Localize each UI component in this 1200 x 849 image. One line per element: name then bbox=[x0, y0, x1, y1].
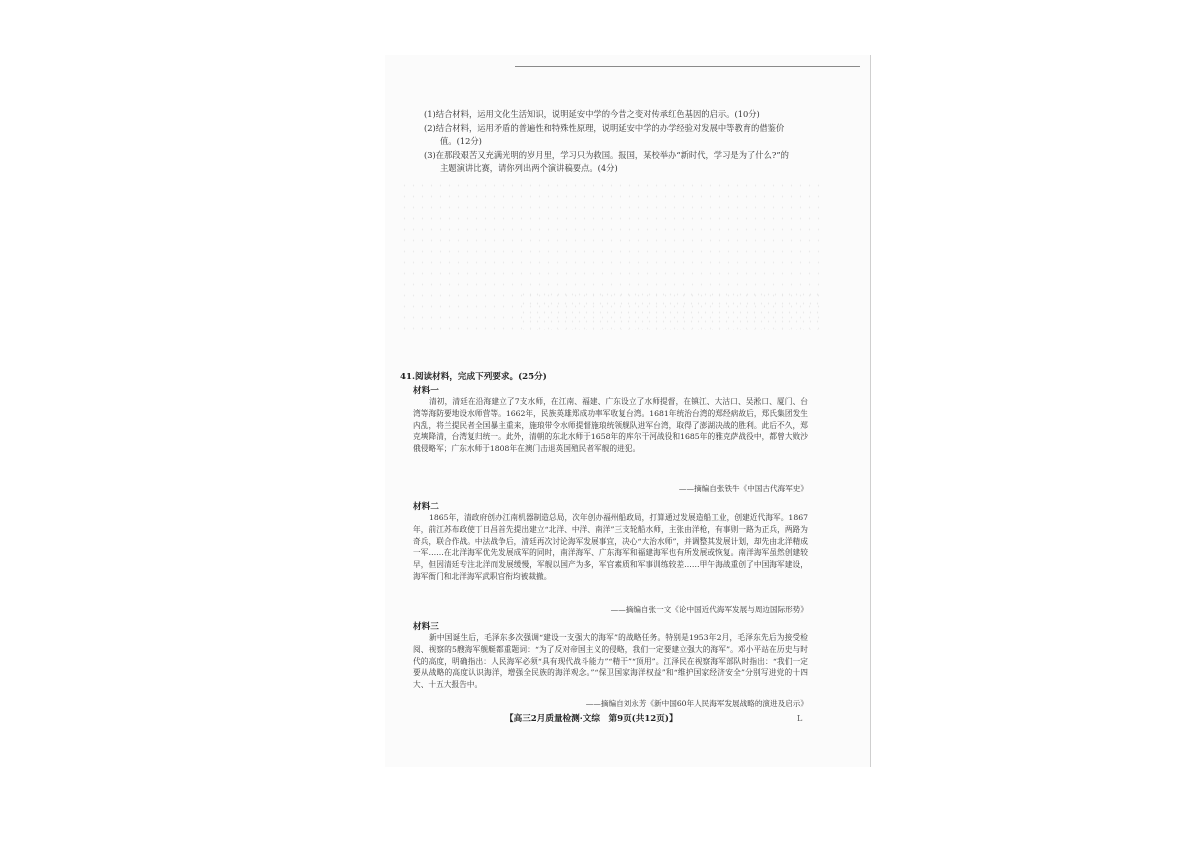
question-2-cont: 值。(12分) bbox=[440, 136, 482, 146]
question-3-cont: 主题演讲比赛，请你列出两个演讲稿要点。(4分) bbox=[440, 163, 618, 173]
question-block bbox=[424, 108, 814, 176]
page-footer: 【高三2月质量检测·文综 第9页(共12页)】 bbox=[505, 714, 678, 724]
material-1-text: 清初，清廷在沿海建立了7支水师，在江南、福建、广东设立了水师提督，在镇江、大沽口、吴淞口、厦门、台湾等海防要地设水师营等。1662年，民族英雄郑成功率军收复台湾。1681年统治台湾的郑经病故后，郑氏集团发生内乱，将兰提民者全国暴主重来，施琅带令水师提督施琅统领舰队进军台湾，取得了澎湖决战的胜利。此后不久，郑克塽降清，台湾复归统一。此外，清朝的东北水师于1658年的库尔干河战役和1685年的雅克萨战役中，都曾大败沙俄侵略军；广东水师于1808年在澳门击退英国殖民者军舰的进犯。 bbox=[413, 397, 808, 454]
material-2-source: ——摘编自张一文《论中国近代海军发展与周边国际形势》 bbox=[610, 605, 808, 614]
scan-noise bbox=[520, 290, 820, 330]
question-2: (2)结合材料，运用矛盾的普遍性和特殊性原理，说明延安中学的办学经验对发展中等教育的借鉴价 bbox=[424, 122, 785, 133]
material-1-label: 材料一 bbox=[413, 386, 439, 396]
material-3-text: 新中国诞生后，毛泽东多次强调“建设一支强大的海军”的战略任务。特别是1953年2月，毛泽东先后为接受检阅、视察的5艘海军舰艇都重题词：“为了反对帝国主义的侵略，我们一定要建立强大的海军”。邓小平站在历史与时代的高度，明确指出：人民海军必须“具有现代战斗能力”“精干”“顶用”。江泽民在视察海军部队时指出：“我们一定要从战略的高度认识海洋，增强全民族的海洋观念。”“保卫国家海洋权益”和“维护国家经济安全”分别写进党的十四大、十五大报告中。 bbox=[413, 633, 808, 690]
material-3-label: 材料三 bbox=[413, 622, 439, 632]
material-2-label: 材料二 bbox=[413, 502, 439, 512]
page-mark: L bbox=[797, 714, 803, 723]
material-2-text: 1865年，清政府创办江南机器制造总局，次年创办福州船政局，打算通过发展造船工业，创建近代海军。1867年，前江苏布政使丁日昌首先提出建立“北洋、中洋、南洋”三支轮船水师，主张由洋枪，有事则一路为正兵，两路为奇兵，联合作战。中法战争后，清廷再次讨论海军发展事宜，决心“大治水师”，并调整其发展计划，却先由北洋精成一军……在北洋海军优先发展成军的同时，南洋海军、广东海军和福建海军也有所发展或恢复。南洋海军虽然创建较早，但因清廷专注北洋而发展缓慢，军舰以国产为多，军官素质和军事训练较差……甲午海战重创了中国海军建设，海军衙门和北洋海军武职官衔均被裁撤。 bbox=[413, 513, 808, 581]
material-3-source: ——摘编自刘永芳《新中国60年人民海军发展战略的演进及启示》 bbox=[585, 699, 808, 708]
question-3: (3)在那段艰苦又充满光明的岁月里，学习只为救国。报国，某校举办“新时代，学习是为了什么?”的 bbox=[424, 149, 789, 160]
question-1: (1)结合材料，运用文化生活知识，说明延安中学的今昔之变对传承红色基因的启示。(10分) bbox=[424, 109, 760, 119]
material-1-source: ——摘编自张铁牛《中国古代海军史》 bbox=[678, 484, 808, 493]
question-41-title: 41.阅读材料，完成下列要求。(25分) bbox=[400, 372, 547, 382]
header-rule bbox=[515, 66, 860, 67]
